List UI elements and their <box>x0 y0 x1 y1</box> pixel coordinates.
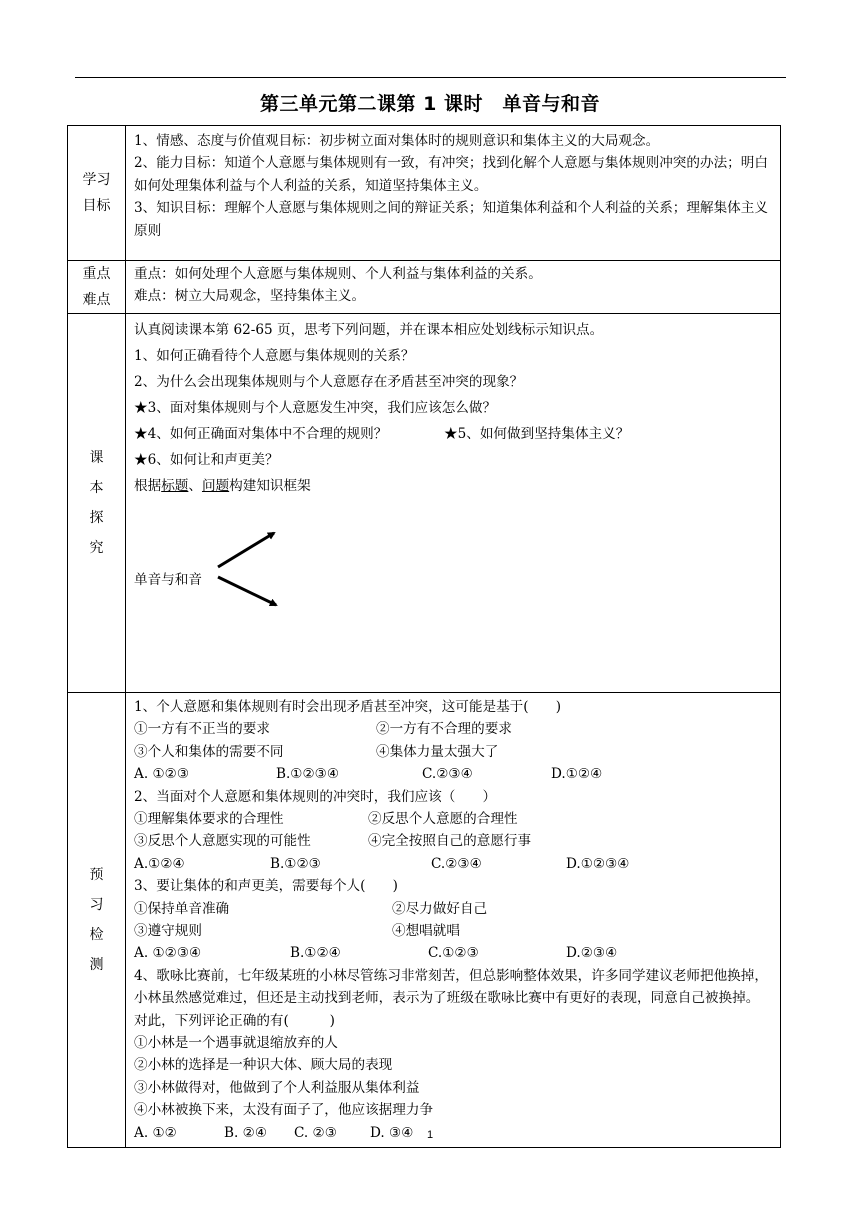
explore-content <box>126 314 781 693</box>
framework-underlined-title: 标题 <box>161 478 189 494</box>
lesson-table <box>67 125 781 1148</box>
framework-text: 构建知识框架 <box>229 478 311 494</box>
option: ②尽力做好自己 <box>392 900 488 917</box>
question-stem: 4、歌咏比赛前，七年级某班的小林尽管练习非常刻苦，但总影响整体效果，许多同学建议老师把他换掉，小林虽然感觉难过，但还是主动找到老师，表示为了班级在歌咏比赛中有更好的表现，同意自己被换掉。对此，下列评论正确的有( ) <box>134 967 768 1029</box>
preview-label-char: 检 <box>89 926 104 943</box>
page-number: 1 <box>426 1129 434 1141</box>
objectives-content <box>126 126 781 261</box>
explore-line-double <box>134 421 772 447</box>
option: ③遵守规则 <box>134 922 202 939</box>
option-row <box>134 808 772 830</box>
branch-arrows <box>212 529 292 609</box>
option-row <box>134 920 772 942</box>
knowledge-framework-diagram <box>134 499 772 689</box>
option: ③小林做得对，他做到了个人利益服从集体利益 <box>134 1079 420 1096</box>
option: ②一方有不合理的要求 <box>376 721 512 738</box>
option: ③反思个人意愿实现的可能性 <box>134 833 311 850</box>
option-row <box>134 741 772 763</box>
explore-label <box>68 314 126 693</box>
keypoint-item: 难点：树立大局观念，坚持集体主义。 <box>134 288 366 305</box>
choice: C. ②③ <box>294 1124 337 1141</box>
explore-line: 1、如何正确看待个人意愿与集体规则的关系？ <box>134 348 415 364</box>
keypoints-label-line-1: 重点 <box>82 266 111 282</box>
explore-label-char: 探 <box>89 510 104 526</box>
question-stem: 3、要让集体的和声更美，需要每个人( ) <box>134 878 398 895</box>
question-stem: 2、当面对个人意愿和集体规则的冲突时，我们应该（ ） <box>134 788 497 805</box>
choice: D.①②③④ <box>566 855 630 872</box>
choice: B.①②③④ <box>276 766 340 783</box>
objectives-label-line-1: 学习 <box>82 172 111 188</box>
preview-label <box>68 693 126 1148</box>
keypoints-label <box>68 261 126 314</box>
option: ②反思个人意愿的合理性 <box>368 810 518 827</box>
explore-line: 认真阅读课本第 62-65 页，思考下列问题，并在课本相应处划线标示知识点。 <box>134 322 604 338</box>
objectives-label-line-2: 目标 <box>82 198 111 214</box>
choice: C.②③④ <box>431 855 482 872</box>
option-row <box>134 830 772 852</box>
framework-instruction <box>134 473 772 499</box>
explore-line: ★3、面对集体规则与个人意愿发生冲突，我们应该怎么做？ <box>134 400 497 416</box>
header-rule <box>75 77 786 78</box>
choice: A. ①② <box>134 1124 177 1141</box>
keypoint-item: 重点：如何处理个人意愿与集体规则、个人利益与集体利益的关系。 <box>134 266 542 282</box>
choice: C.①②③ <box>428 945 479 962</box>
explore-question-5: ★5、如何做到坚持集体主义？ <box>444 426 630 442</box>
choice: C.②③④ <box>422 766 473 783</box>
preview-label-char: 预 <box>89 866 104 883</box>
option-row <box>134 718 772 740</box>
option: ④小林被换下来，太没有面子了，他应该据理力争 <box>134 1102 434 1119</box>
choice: A. ①②③④ <box>134 945 202 962</box>
preview-row <box>68 693 781 1148</box>
explore-question-4: ★4、如何正确面对集体中不合理的规则？ <box>134 426 388 442</box>
explore-label-char: 究 <box>89 540 104 556</box>
explore-line: ★6、如何让和声更美？ <box>134 452 279 468</box>
arrow-up <box>218 533 274 567</box>
framework-text: 、 <box>188 478 202 494</box>
keypoints-content <box>126 261 781 314</box>
objective-item: 2、能力目标：知道个人意愿与集体规则有一致，有冲突；找到化解个人意愿与集体规则冲突的办法；明白如何处理集体利益与个人利益的关系，知道坚持集体主义。 <box>134 155 768 194</box>
option: ①一方有不正当的要求 <box>134 721 270 738</box>
option: ④想唱就唱 <box>392 922 460 939</box>
objectives-label <box>68 126 126 261</box>
objectives-row <box>68 126 781 261</box>
explore-line: 2、为什么会出现集体规则与个人意愿存在矛盾甚至冲突的现象？ <box>134 374 524 390</box>
preview-label-char: 测 <box>89 956 104 973</box>
arrow-down <box>218 577 276 605</box>
choice-row <box>134 942 772 964</box>
question-stem: 1、个人意愿和集体规则有时会出现矛盾甚至冲突，这可能是基于( ) <box>134 699 562 715</box>
explore-label-char: 课 <box>89 450 104 466</box>
choice: D. ③④ <box>370 1124 414 1141</box>
option: ①小林是一个遇事就退缩放弃的人 <box>134 1034 338 1051</box>
framework-text: 根据 <box>134 478 162 494</box>
explore-row <box>68 314 781 693</box>
choice: D.①②④ <box>551 766 603 783</box>
option: ④集体力量太强大了 <box>376 743 499 760</box>
choice: A.①②④ <box>134 855 185 872</box>
preview-label-char: 习 <box>89 896 104 913</box>
option: ③个人和集体的需要不同 <box>134 743 284 760</box>
framework-underlined-question: 问题 <box>201 478 230 494</box>
keypoints-row <box>68 261 781 314</box>
choice-row <box>134 763 772 785</box>
page-title: 第三单元第二课第 1 课时 单音与和音 <box>260 93 600 115</box>
option-row <box>134 898 772 920</box>
option: ①保持单音准确 <box>134 900 230 917</box>
choice: B. ②④ <box>224 1124 268 1141</box>
option: ④完全按照自己的意愿行事 <box>368 833 532 850</box>
option: ①理解集体要求的合理性 <box>134 810 284 827</box>
option: ②小林的选择是一种识大体、顾大局的表现 <box>134 1057 393 1074</box>
explore-label-char: 本 <box>89 480 104 496</box>
objective-item: 1、情感、态度与价值观目标：初步树立面对集体时的规则意识和集体主义的大局观念。 <box>134 133 660 149</box>
choice: B.①②④ <box>290 945 341 962</box>
preview-content <box>126 693 781 1148</box>
framework-root-label: 单音与和音 <box>134 572 202 588</box>
choice: A. ①②③ <box>134 766 190 783</box>
choice-row <box>134 853 772 875</box>
choice: D.②③④ <box>566 945 618 962</box>
keypoints-label-line-2: 难点 <box>82 292 111 308</box>
choice: B.①②③ <box>270 855 321 872</box>
objective-item: 3、知识目标：理解个人意愿与集体规则之间的辩证关系；知道集体利益和个人利益的关系；理解集体主义原则 <box>134 200 768 239</box>
